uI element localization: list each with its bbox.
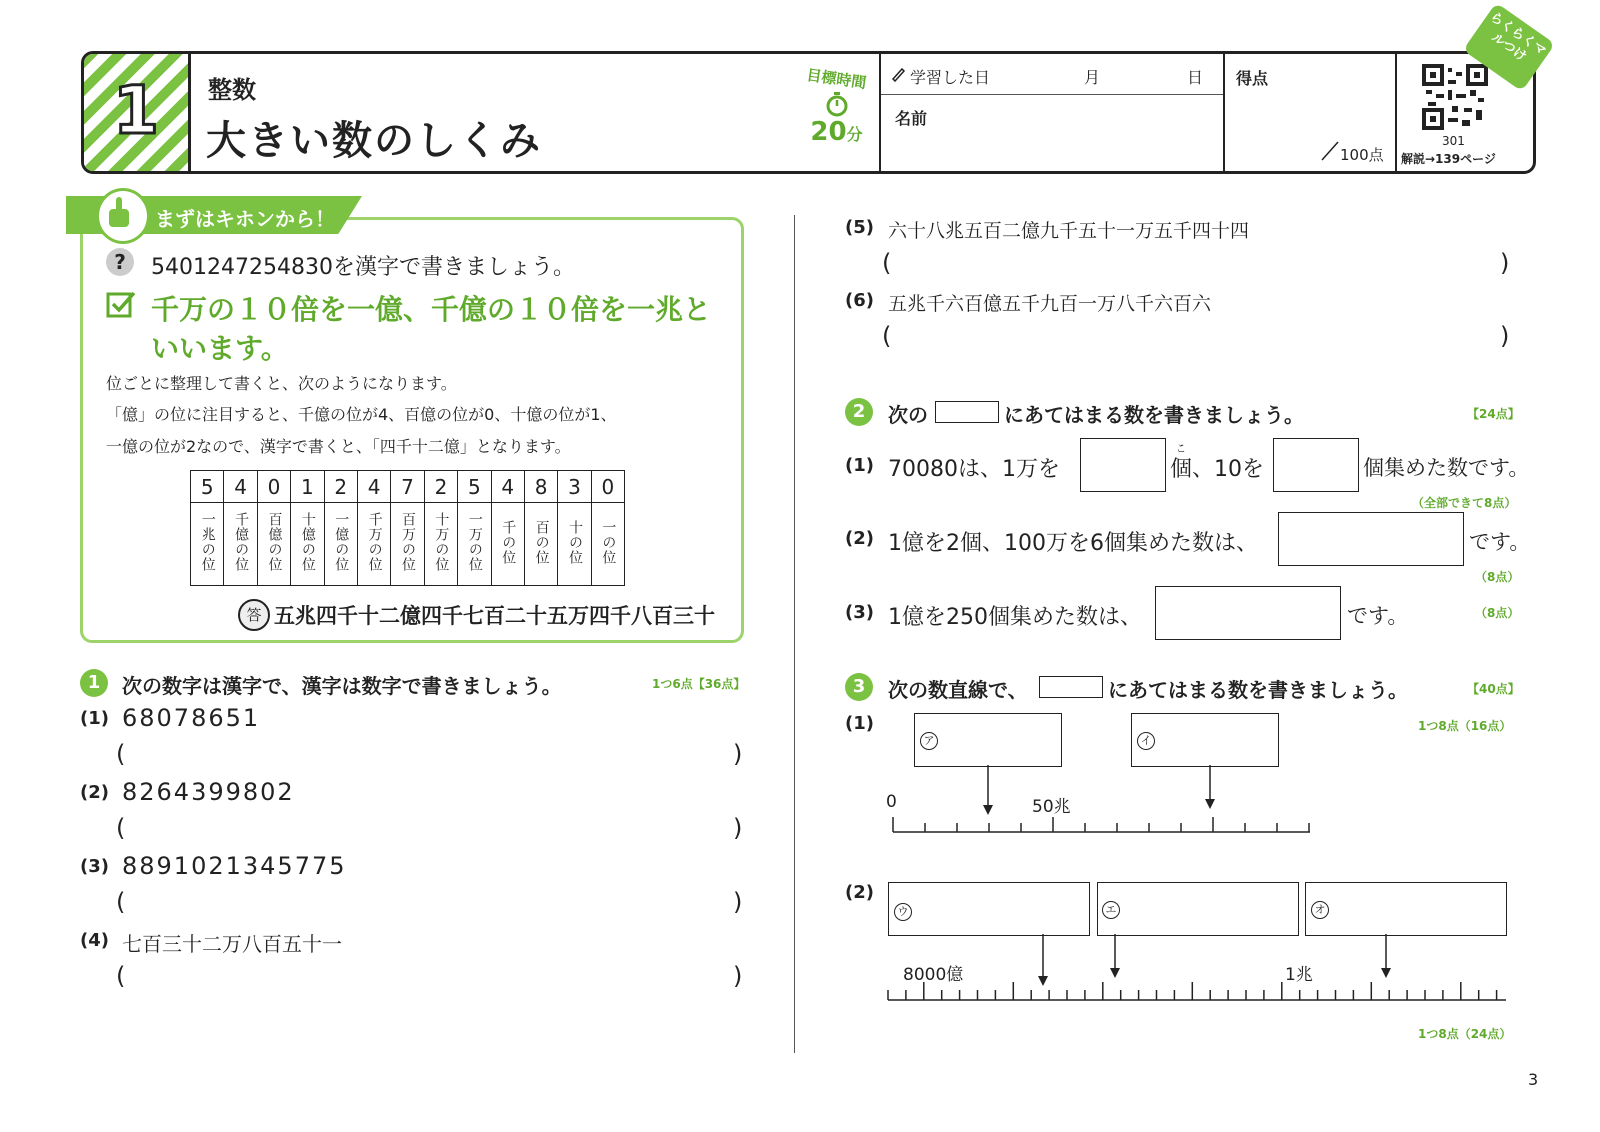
place-label: 一の位: [600, 519, 617, 565]
number-line-1-tick-0: 0: [886, 792, 897, 812]
place-cell: [257, 503, 290, 586]
question-3-instruction-post: にあてはまる数を書きましょう。: [1108, 678, 1408, 702]
score-max: 100点: [1340, 146, 1384, 164]
q2-item-label: (1): [845, 455, 874, 476]
place-label: 十万の位: [433, 512, 450, 572]
kihon-explain-1: 位ごとに整理して書くと、次のようになります。: [106, 374, 457, 393]
header: [81, 51, 1536, 174]
answer-box-u[interactable]: [888, 882, 1090, 936]
label-e-icon: エ: [1102, 901, 1120, 919]
place-label: 百億の位: [266, 512, 283, 572]
q2-item2-text-b: です。: [1469, 530, 1531, 554]
q2-item2-text-a: 1億を2個、100万を6個集めた数は、: [888, 531, 1258, 556]
open-paren: (: [116, 888, 126, 916]
q3-part-label: (2): [845, 882, 874, 903]
answer-box[interactable]: [1273, 438, 1359, 492]
place-cell: [491, 503, 524, 586]
answer-field[interactable]: [136, 740, 726, 768]
stopwatch-icon: [824, 91, 850, 117]
study-date-label: 学習した日: [910, 68, 991, 87]
place-cell: [224, 503, 257, 586]
divider: [879, 54, 881, 171]
open-paren: (: [116, 962, 126, 990]
digit-cell: 4: [491, 471, 524, 503]
q2-item-label: (3): [845, 602, 874, 623]
number-line-1-tick-50: 50兆: [1032, 797, 1071, 817]
q2-item3-text-a: 1億を250個集めた数は、: [888, 605, 1142, 630]
open-paren: (: [116, 814, 126, 842]
place-label: 百の位: [533, 519, 550, 565]
q1-item-label: (5): [845, 217, 874, 238]
digit-cell: 4: [224, 471, 257, 503]
place-label: 百万の位: [400, 512, 417, 572]
q2-item2-points: （8点）: [1475, 570, 1520, 584]
q1-item-label: (1): [80, 708, 109, 729]
goal-value: 20: [810, 117, 847, 147]
open-paren: (: [882, 322, 892, 350]
place-cell: [191, 503, 224, 586]
label-o-icon: オ: [1311, 901, 1329, 919]
checkbox-icon: [106, 290, 138, 320]
answer-box-e[interactable]: [1097, 882, 1299, 936]
q1-item-text: 8264399802: [122, 778, 295, 806]
divider: [1223, 54, 1225, 171]
digit-cell: 0: [257, 471, 290, 503]
question-2-points: 【24点】: [1467, 407, 1520, 421]
question-2-number: 2: [845, 398, 873, 426]
answer-field[interactable]: [136, 962, 726, 990]
divider: [1395, 54, 1397, 171]
close-paren: ): [733, 888, 743, 916]
maru-tsuke-badge: らくらくマルつけ: [1463, 3, 1555, 92]
q1-item-text: 七百三十二万八百五十一: [122, 932, 342, 956]
goal-time: [794, 65, 879, 147]
question-3-points: 【40点】: [1467, 682, 1520, 696]
kihon-explain-2: 「億」の位に注目すると、千億の位が4、百億の位が0、十億の位が1、: [106, 405, 617, 424]
digit-cell: 3: [558, 471, 591, 503]
question-2-instruction-pre: 次の: [888, 403, 928, 427]
q2-item1-text-c: 個集めた数です。: [1363, 456, 1530, 480]
digit-cell: 4: [357, 471, 390, 503]
place-cell: [524, 503, 557, 586]
q2-item1-text-a: 70080は、1万を: [888, 457, 1060, 482]
place-value-table: [190, 470, 625, 586]
name-label: 名前: [895, 109, 928, 128]
slash-icon: [1320, 140, 1340, 162]
close-paren: ): [733, 962, 743, 990]
digit-cell: 7: [391, 471, 424, 503]
question-2-instruction-post: にあてはまる数を書きましょう。: [1004, 403, 1304, 427]
q1-item-text: 8891021345775: [122, 852, 347, 880]
answer-box[interactable]: [1080, 438, 1166, 492]
place-cell: [558, 503, 591, 586]
number-line-2-tick-1cho: 1兆: [1285, 965, 1313, 985]
kihon-question: 5401247254830を漢字で書きましょう。: [151, 255, 575, 280]
page-title: 大きい数のしくみ: [206, 118, 542, 164]
place-label: 千万の位: [366, 512, 383, 572]
ruby-ko: こ: [1176, 444, 1186, 455]
lesson-number-panel: [84, 54, 191, 171]
goal-label: 目標時間: [805, 65, 868, 93]
q2-item-label: (2): [845, 528, 874, 549]
question-icon: ?: [106, 248, 134, 276]
answer-box[interactable]: [1155, 586, 1341, 640]
day-label: 日: [1187, 68, 1204, 87]
question-1-number: 1: [80, 669, 108, 697]
close-paren: ): [1500, 322, 1510, 350]
place-label: 十億の位: [299, 512, 316, 572]
answer-box-o[interactable]: [1305, 882, 1507, 936]
place-cell: [458, 503, 491, 586]
q1-item-text: 六十八兆五百二億九千五十一万五千四十四: [888, 220, 1250, 242]
place-cell: [591, 503, 624, 586]
qr-code-number: 301: [1442, 134, 1465, 148]
digit-cell: 0: [591, 471, 624, 503]
digit-row: [191, 471, 625, 503]
kihon-explain-3: 一億の位が2なので、漢字で書くと、「四千十二億」となります。: [106, 437, 571, 456]
place-cell: [291, 503, 324, 586]
subject: 整数: [208, 76, 256, 104]
open-paren: (: [882, 249, 892, 277]
place-label: 千の位: [500, 519, 517, 565]
answer-icon: 答: [238, 599, 270, 631]
digit-cell: 8: [524, 471, 557, 503]
q1-item-label: (3): [80, 856, 109, 877]
answer-field[interactable]: [902, 322, 1492, 350]
q3-part2-points: 1つ8点（24点）: [1418, 1027, 1512, 1041]
score-label: 得点: [1236, 69, 1269, 88]
q2-item1-text-b: 個、10を: [1170, 457, 1264, 482]
q1-item-label: (4): [80, 930, 109, 951]
question-3-number: 3: [845, 673, 873, 701]
number-line-2-tick-start: 8000億: [903, 965, 964, 985]
q1-item-label: (6): [845, 290, 874, 311]
close-paren: ): [733, 814, 743, 842]
place-label: 一億の位: [333, 512, 350, 572]
kihon-point-line2: いいます。: [151, 332, 289, 365]
place-label: 千億の位: [233, 512, 250, 572]
answer-reference: 解説→139ページ: [1401, 152, 1496, 166]
answer-field[interactable]: [136, 814, 726, 842]
place-cell: [391, 503, 424, 586]
q3-part-label: (1): [845, 713, 874, 734]
blank-box-icon: [935, 401, 999, 423]
q1-item-text: 68078651: [122, 704, 261, 732]
hand-pointer-icon: [96, 188, 150, 244]
divider: [881, 94, 1223, 95]
kihon-point-line1: 千万の１０倍を一億、千億の１０倍を一兆と: [151, 293, 712, 326]
number-line-2: [880, 934, 1520, 1014]
page-number: 3: [1528, 1070, 1539, 1089]
close-paren: ): [733, 740, 743, 768]
answer-field[interactable]: [136, 888, 726, 916]
q2-item3-text-b: です。: [1347, 604, 1409, 628]
q1-item-label: (2): [80, 782, 109, 803]
blank-box-icon: [1039, 676, 1103, 698]
question-3-instruction-pre: 次の数直線で、: [888, 678, 1028, 702]
place-label: 一兆の位: [199, 512, 216, 572]
column-divider: [794, 215, 795, 1053]
place-cell: [357, 503, 390, 586]
place-row: [191, 503, 625, 586]
place-label: 一万の位: [466, 512, 483, 572]
open-paren: (: [116, 740, 126, 768]
place-cell: [324, 503, 357, 586]
pencil-icon: [890, 66, 906, 82]
answer-field[interactable]: [902, 249, 1492, 277]
digit-cell: 1: [291, 471, 324, 503]
qr-code-icon: [1422, 64, 1488, 130]
answer-box[interactable]: [1278, 512, 1464, 566]
place-label: 十の位: [566, 519, 583, 565]
goal-unit: 分: [846, 125, 863, 144]
digit-cell: 5: [191, 471, 224, 503]
question-1-points: 1つ6点【36点】: [652, 677, 746, 691]
month-label: 月: [1084, 68, 1101, 87]
digit-cell: 2: [324, 471, 357, 503]
q2-item1-points: （全部できて8点）: [1412, 496, 1517, 510]
q1-item-text: 五兆千六百億五千九百一万八千六百六: [888, 293, 1212, 315]
question-1-instruction: 次の数字は漢字で、漢字は数字で書きましょう。: [122, 674, 562, 698]
label-a-icon: ア: [920, 732, 938, 750]
kihon-banner-text: まずはキホンから！: [155, 207, 335, 231]
number-line-1: [880, 765, 1320, 840]
close-paren: ): [1500, 249, 1510, 277]
digit-cell: 5: [458, 471, 491, 503]
q2-item3-points: （8点）: [1475, 606, 1520, 620]
q3-part1-points: 1つ8点（16点）: [1418, 719, 1512, 733]
kihon-answer: 五兆四千十二億四千七百二十五万四千八百三十: [274, 604, 715, 628]
label-i-icon: イ: [1137, 732, 1155, 750]
digit-cell: 2: [424, 471, 457, 503]
lesson-number: 1: [113, 72, 159, 149]
label-u-icon: ウ: [894, 903, 912, 921]
place-cell: [424, 503, 457, 586]
